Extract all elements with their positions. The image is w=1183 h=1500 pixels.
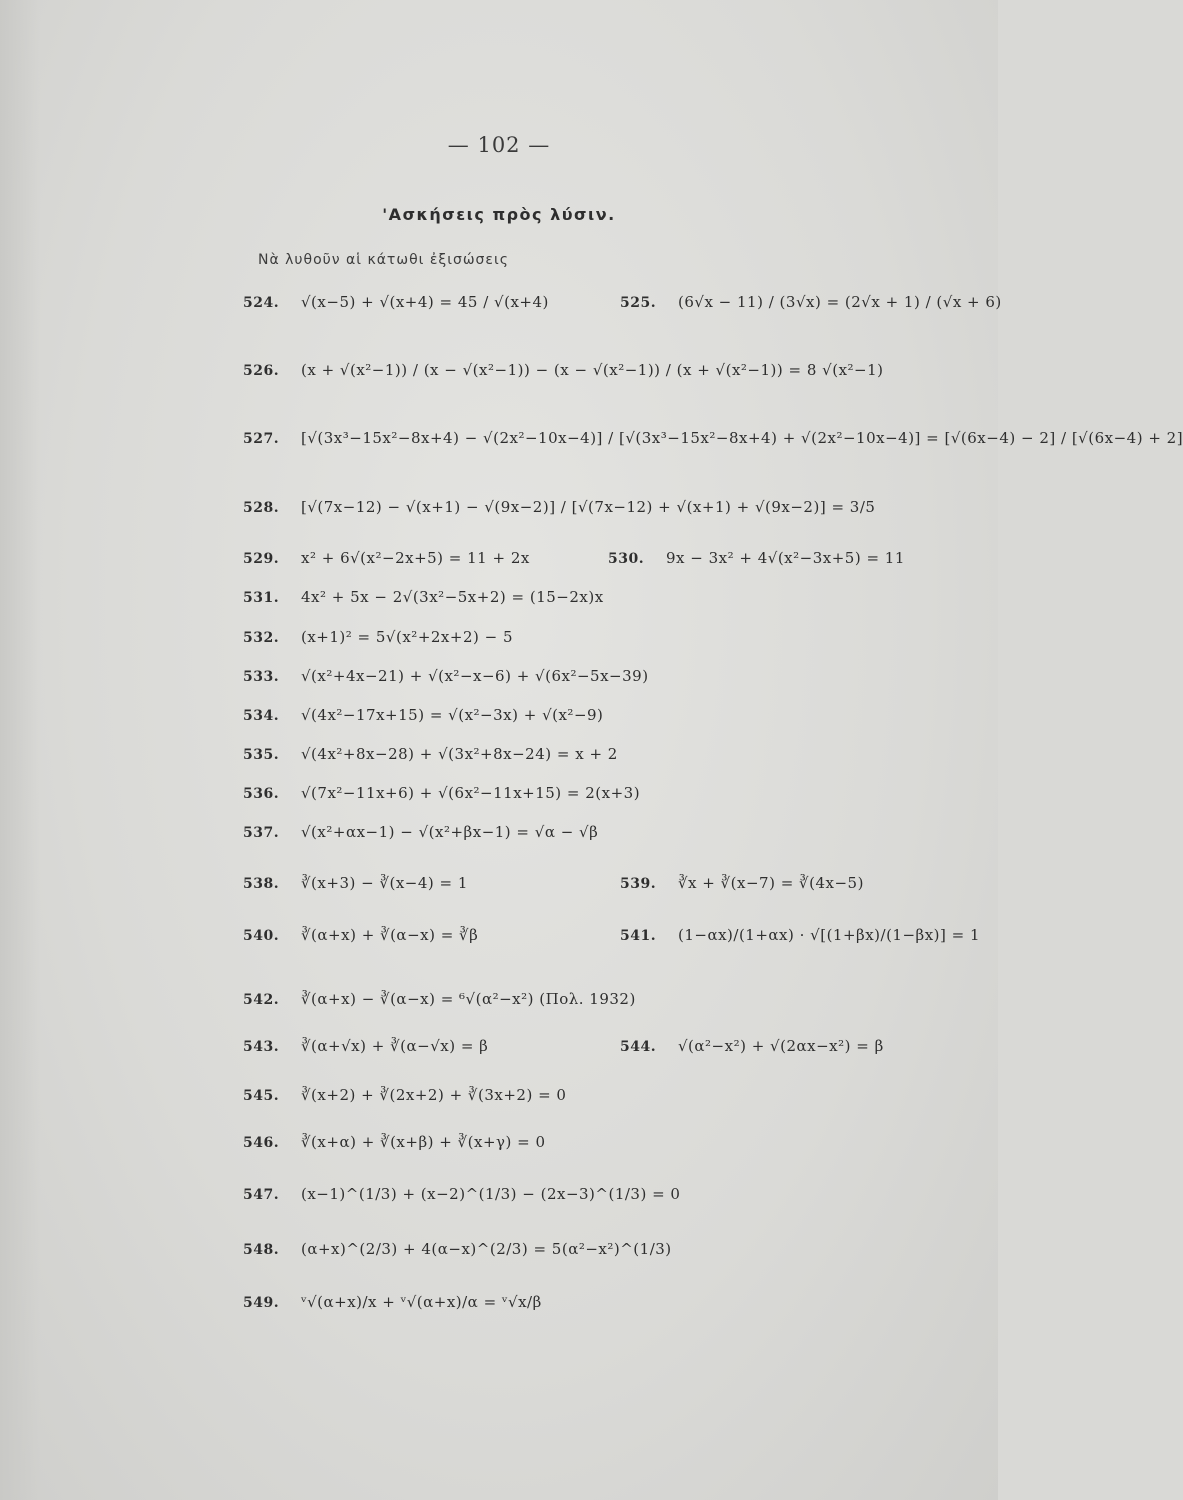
exercise-524 [243, 293, 549, 311]
exercise-equation: 9x − 3x² + 4√(x²−3x+5) = 11 [666, 549, 905, 567]
exercise-528 [243, 498, 875, 516]
exercise-546 [243, 1133, 546, 1151]
exercise-534 [243, 706, 603, 724]
exercise-542 [243, 990, 636, 1008]
exercise-equation: √(x²+αx−1) − √(x²+βx−1) = √α − √β [301, 823, 599, 841]
exercise-equation: [√(3x³−15x²−8x+4) − √(2x²−10x−4)] / [√(3x³−15x²−8x+4) + √(2x²−10x−4)] = [√(6x−4) − 2] / [√(6x−4) + 2] [301, 429, 1183, 447]
exercise-number: 547. [243, 1187, 280, 1203]
exercise-number: 535. [243, 747, 280, 763]
exercise-equation: ∛(x+3) − ∛(x−4) = 1 [301, 874, 468, 892]
exercise-equation: √(α²−x²) + √(2αx−x²) = β [678, 1037, 884, 1055]
exercise-548 [243, 1240, 672, 1258]
exercise-541 [620, 926, 980, 944]
exercise-number: 538. [243, 876, 280, 892]
exercise-number: 544. [620, 1039, 657, 1055]
exercise-539 [620, 874, 864, 892]
exercise-number: 536. [243, 786, 280, 802]
exercise-number: 526. [243, 363, 280, 379]
exercise-number: 529. [243, 551, 280, 567]
exercise-equation: √(7x²−11x+6) + √(6x²−11x+15) = 2(x+3) [301, 784, 641, 802]
exercise-number: 542. [243, 992, 280, 1008]
exercise-540 [243, 926, 478, 944]
exercise-number: 539. [620, 876, 657, 892]
exercise-549 [243, 1293, 542, 1311]
exercise-equation: ∛(α+x) + ∛(α−x) = ∛β [301, 926, 479, 944]
page-number: — 102 — [447, 133, 551, 157]
exercise-number: 537. [243, 825, 280, 841]
exercise-equation: x² + 6√(x²−2x+5) = 11 + 2x [301, 549, 530, 567]
exercise-543 [243, 1037, 488, 1055]
instruction-text: Νὰ λυθοῦν αἱ κάτωθι ἐξισώσεις [258, 252, 509, 268]
exercise-equation: (x + √(x²−1)) / (x − √(x²−1)) − (x − √(x²−1)) / (x + √(x²−1)) = 8 √(x²−1) [301, 361, 884, 379]
exercise-number: 546. [243, 1135, 280, 1151]
exercise-number: 524. [243, 295, 280, 311]
exercise-number: 527. [243, 431, 280, 447]
exercise-number: 533. [243, 669, 280, 685]
section-title: 'Ασκήσεις πρὸς λύσιν. [382, 205, 616, 224]
exercise-number: 528. [243, 500, 280, 516]
exercise-number: 540. [243, 928, 280, 944]
exercise-equation: (1−αx)/(1+αx) · √[(1+βx)/(1−βx)] = 1 [678, 926, 981, 944]
exercise-number: 548. [243, 1242, 280, 1258]
exercise-number: 545. [243, 1088, 280, 1104]
exercise-equation: (x+1)² = 5√(x²+2x+2) − 5 [301, 628, 514, 646]
exercise-529 [243, 549, 530, 567]
exercise-number: 541. [620, 928, 657, 944]
exercise-number: 534. [243, 708, 280, 724]
exercise-equation: √(x²+4x−21) + √(x²−x−6) + √(6x²−5x−39) [301, 667, 649, 685]
exercise-545 [243, 1086, 566, 1104]
exercise-equation: (6√x − 11) / (3√x) = (2√x + 1) / (√x + 6) [678, 293, 1002, 311]
exercise-536 [243, 784, 640, 802]
page-edge-shadow [0, 0, 40, 1500]
exercise-530 [608, 549, 905, 567]
exercise-equation: [√(7x−12) − √(x+1) − √(9x−2)] / [√(7x−12) + √(x+1) + √(9x−2)] = 3/5 [301, 498, 876, 516]
exercise-equation: ᵛ√(α+x)/x + ᵛ√(α+x)/α = ᵛ√x/β [301, 1293, 542, 1311]
exercise-equation: ∛x + ∛(x−7) = ∛(4x−5) [678, 874, 864, 892]
exercise-number: 530. [608, 551, 645, 567]
exercise-535 [243, 745, 618, 763]
exercise-number: 525. [620, 295, 657, 311]
exercise-equation: (x−1)^(1/3) + (x−2)^(1/3) − (2x−3)^(1/3) = 0 [301, 1185, 681, 1203]
exercise-544 [620, 1037, 884, 1055]
exercise-537 [243, 823, 598, 841]
exercise-equation: (α+x)^(2/3) + 4(α−x)^(2/3) = 5(α²−x²)^(1/3) [301, 1240, 672, 1258]
exercise-equation: ∛(α+x) − ∛(α−x) = ⁶√(α²−x²) (Πολ. 1932) [301, 990, 636, 1008]
exercise-number: 543. [243, 1039, 280, 1055]
exercise-538 [243, 874, 468, 892]
exercise-equation: √(4x²−17x+15) = √(x²−3x) + √(x²−9) [301, 706, 604, 724]
exercise-equation: ∛(x+2) + ∛(2x+2) + ∛(3x+2) = 0 [301, 1086, 567, 1104]
exercise-number: 531. [243, 590, 280, 606]
exercise-number: 532. [243, 630, 280, 646]
exercise-532 [243, 628, 513, 646]
exercise-equation: ∛(x+α) + ∛(x+β) + ∛(x+γ) = 0 [301, 1133, 546, 1151]
exercise-number: 549. [243, 1295, 280, 1311]
exercise-533 [243, 667, 649, 685]
exercise-526 [243, 361, 884, 379]
exercise-equation: 4x² + 5x − 2√(3x²−5x+2) = (15−2x)x [301, 588, 604, 606]
exercise-527 [243, 429, 1183, 447]
exercise-equation: ∛(α+√x) + ∛(α−√x) = β [301, 1037, 489, 1055]
exercise-equation: √(x−5) + √(x+4) = 45 / √(x+4) [301, 293, 549, 311]
exercise-531 [243, 588, 604, 606]
exercise-525 [620, 293, 1002, 311]
exercise-547 [243, 1185, 680, 1203]
exercise-equation: √(4x²+8x−28) + √(3x²+8x−24) = x + 2 [301, 745, 618, 763]
